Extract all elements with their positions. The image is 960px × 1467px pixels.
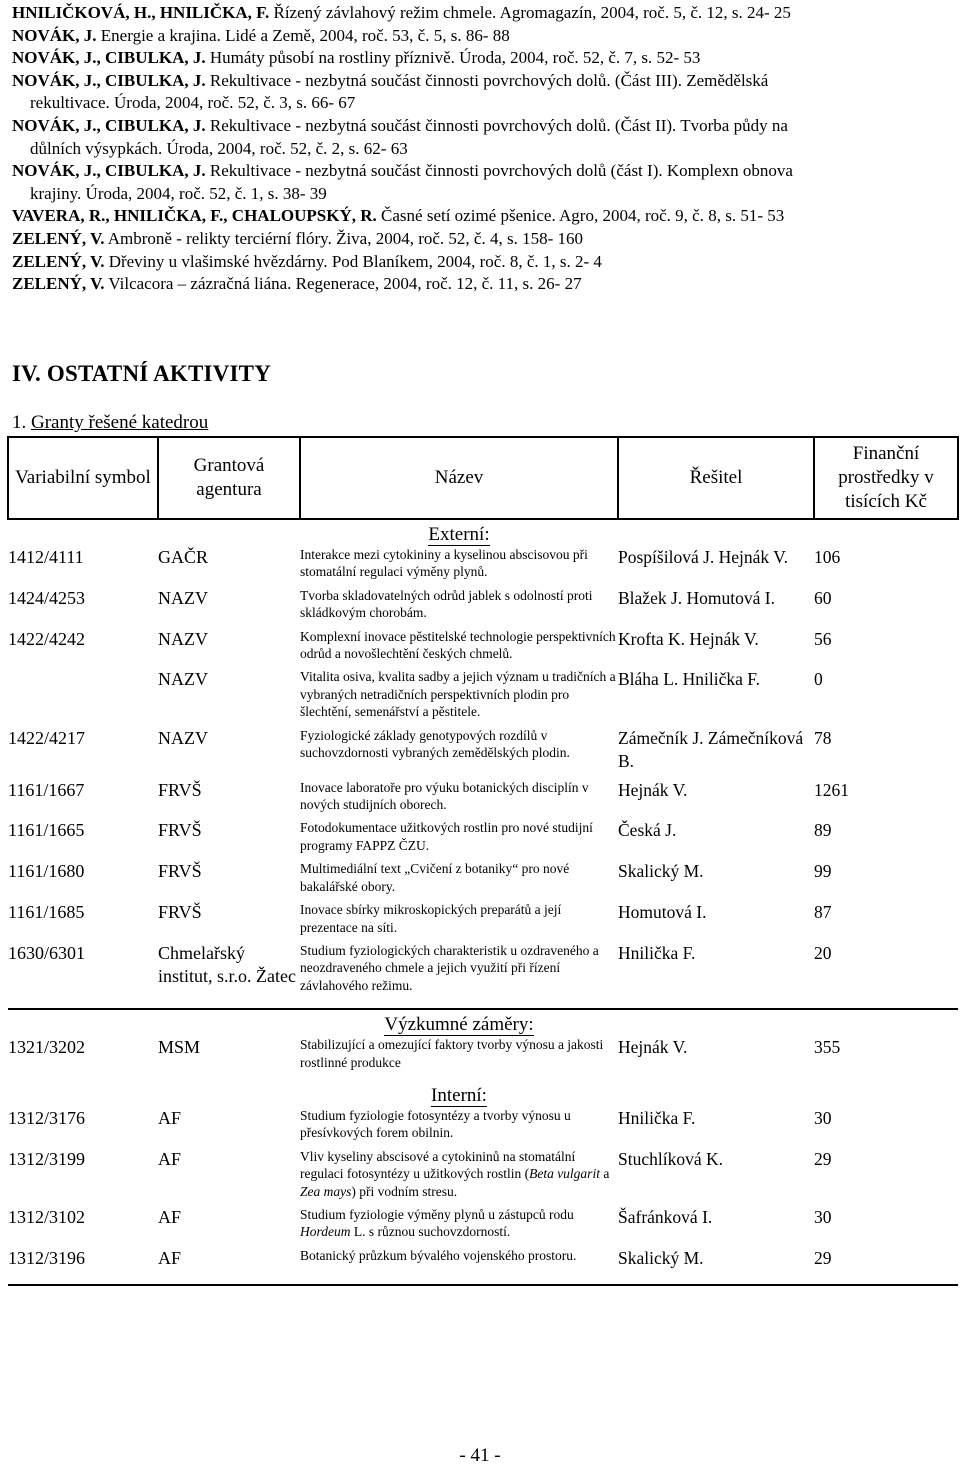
cell-agency: FRVŠ [158,902,202,923]
cell-agency: FRVŠ [158,861,202,882]
cell-variable-symbol: 1412/4111 [8,547,84,567]
cell-title: Inovace sbírky mikroskopických preparátů a její prezentace na síti. [300,902,562,935]
cell-title: Komplexní inovace pěstitelské technologie perspektivních odrůd a novošlechtění českých chmelů. [300,628,616,662]
cell-agency: GAČR [158,547,209,567]
cell-variable-symbol: 1424/4253 [8,587,86,608]
reference-continuation: rekultivace. Úroda, 2004, roč. 52, č. 3, s. 66- 67 [30,93,356,113]
reference-authors: ZELENÝ, V. [12,228,105,248]
reference-item [12,115,952,160]
cell-variable-symbol: 1161/1685 [8,902,85,923]
page-number: - 41 - [459,1445,501,1466]
reference-authors: VAVERA, R., HNILIČKA, F., CHALOUPSKÝ, R. [12,206,377,226]
cell-investigator: Hejnák V. [618,1037,688,1058]
cell-investigator: Blažek J. Homutová I. [618,587,775,608]
cell-funds: 355 [814,1037,841,1058]
table-row [8,779,958,820]
reference-authors: NOVÁK, J., CIBULKA, J. [12,48,206,68]
cell-agency: FRVŠ [158,820,202,841]
cell-agency: NAZV [158,587,208,608]
cell-agency: MSM [158,1037,201,1058]
cell-agency: AF [158,1148,182,1169]
title-genus-italic: Hordeum [300,1224,351,1240]
cell-investigator: Hnilička F. [618,942,814,1009]
header-investigator: Řešitel [618,437,814,519]
reference-text: Humáty působí na rostliny příznivě. Úroda, 2004, roč. 52, č. 7, s. 52- 53 [209,48,701,68]
cell-funds: 29 [814,1247,958,1285]
cell-variable-symbol: 1161/1680 [8,861,85,882]
cell-title: Studium fyziologických charakteristik u ozdraveného a neozdraveného chmele a jejich využití při řízení závlahového režimu. [300,942,618,1009]
section-title: IV. OSTATNÍ AKTIVITY [12,361,271,386]
cell-funds: 30 [814,1206,832,1227]
reference-item [12,273,952,296]
cell-investigator: Hejnák V. [618,779,688,800]
cell-variable-symbol: 1161/1665 [8,820,85,841]
cell-title [300,1206,618,1247]
cell-funds: 78 [814,727,832,748]
cell-funds: 1261 [814,779,849,800]
cell-agency: NAZV [158,669,208,690]
subsection-number: 1. [12,412,27,433]
cell-investigator: Homutová I. [618,902,707,923]
group-heading-research-plans [8,1009,958,1036]
table-header-row [8,437,958,519]
cell-title: Tvorba skladovatelných odrůd jablek s odolností proti skládkovým chorobám. [300,587,593,621]
table-row [8,819,958,860]
cell-variable-symbol: 1312/3102 [8,1206,86,1227]
title-text: Vliv kyseliny abscisové a cytokininů na stomatální regulaci fotosyntézy u užitkových rostlin ( [300,1148,576,1182]
reference-authors: NOVÁK, J. [12,25,97,45]
reference-text: Rekultivace - nezbytná součást činnosti povrchových dolů. (Část III). Zemědělská [209,70,769,90]
reference-item [12,25,952,48]
table-row [8,668,958,726]
header-agency: Grantová agentura [158,437,300,519]
cell-agency: AF [158,1247,300,1285]
table-row [8,860,958,901]
table-row [8,546,958,587]
reference-text: Energie a krajina. Lidé a Země, 2004, roč. 53, č. 5, s. 86- 88 [100,25,510,45]
cell-agency: NAZV [158,727,208,748]
cell-variable-symbol: 1312/3176 [8,1107,86,1128]
reference-text: Rekultivace - nezbytná součást činnosti povrchových dolů. (Část II). Tvorba půdy na [209,115,788,135]
reference-authors: ZELENÝ, V. [12,274,105,294]
reference-authors: HNILIČKOVÁ, H., HNILIČKA, F. [12,3,270,22]
cell-investigator: Pospíšilová J. Hejnák V. [618,547,788,567]
cell-funds: 99 [814,861,832,882]
header-funds: Finanční prostředky v tisících Kč [814,437,958,519]
header-title: Název [300,437,618,519]
reference-continuation: důlních výsypkách. Úroda, 2004, roč. 52, č. 2, s. 62- 63 [30,138,408,158]
cell-investigator: Krofta K. Hejnák V. [618,628,759,649]
cell-funds: 0 [814,669,823,690]
table-row [8,1206,958,1247]
cell-agency: NAZV [158,628,208,649]
cell-title [300,1148,618,1206]
cell-variable-symbol: 1321/3202 [8,1037,86,1058]
cell-title: Studium fyziologie fotosyntézy a tvorby výnosu u přesívkových forem obilnin. [300,1107,571,1141]
cell-title: Multimediální text „Cvičení z botaniky“ pro nové bakalářské obory. [300,861,570,894]
cell-investigator: Skalický M. [618,1247,814,1285]
cell-title: Inovace laboratoře pro výuku botanických disciplín v nových studijních oborech. [300,779,589,813]
header-variable-symbol: Variabilní symbol [8,437,158,519]
table-row [8,1247,958,1285]
title-text: Studium fyziologie výměny plynů u zástupců rodu [300,1206,574,1222]
title-species-italic: Beta vulgarit [529,1166,600,1182]
table-row [8,727,958,779]
reference-text: Řízený závlahový režim chmele. Agromagazín, 2004, roč. 5, č. 12, s. 24- 25 [273,3,791,22]
cell-funds: 87 [814,902,832,923]
cell-variable-symbol: 1422/4242 [8,628,86,649]
subsection-title [12,411,208,435]
cell-variable-symbol: 1630/6301 [8,942,158,1009]
cell-title: Stabilizující a omezující faktory tvorby výnosu a jakosti rostlinné produkce [300,1037,604,1070]
reference-item [12,160,952,205]
grants-table [7,436,959,1286]
reference-text: Časné setí ozimé pšenice. Agro, 2004, roč. 9, č. 8, s. 51- 53 [381,206,785,226]
group-label: Interní: [431,1084,487,1106]
cell-variable-symbol: 1161/1667 [8,779,85,800]
reference-item [12,70,952,115]
group-label: Externí: [428,524,490,545]
cell-agency: Chmelařský institut, s.r.o. Žatec [158,942,300,1009]
title-text: a [599,1166,610,1182]
cell-investigator: Česká J. [618,820,677,841]
table-row [8,901,958,942]
cell-funds: 20 [814,942,958,1009]
cell-agency: AF [158,1206,182,1227]
cell-variable-symbol: 1312/3196 [8,1247,158,1285]
reference-authors: NOVÁK, J., CIBULKA, J. [12,161,206,181]
title-text: L. s různou suchovzdorností. [350,1224,511,1240]
cell-agency: FRVŠ [158,779,202,800]
title-text: ) při vodním stresu. [351,1183,458,1199]
title-species-italic: Zea mays [300,1183,352,1199]
reference-text: Ambroně - relikty terciérní flóry. Živa, 2004, roč. 52, č. 4, s. 158- 160 [107,228,583,248]
reference-authors: NOVÁK, J., CIBULKA, J. [12,70,206,90]
cell-title: Fyziologické základy genotypových rozdílů v suchovzdornosti vybraných zemědělských plodin. [300,727,570,761]
cell-funds: 89 [814,820,832,841]
cell-investigator: Stuchlíková K. [618,1148,723,1169]
reference-item [12,205,952,228]
cell-investigator: Hnilička F. [618,1107,696,1128]
cell-title: Fotodokumentace užitkových rostlin pro nové studijní programy FAPPZ ČZU. [300,820,593,853]
cell-agency: AF [158,1107,182,1128]
reference-item [12,2,952,25]
group-heading-external [8,519,958,546]
reference-item [12,251,952,274]
cell-investigator: Skalický M. [618,861,704,882]
subsection-label: Granty řešené katedrou [31,412,209,433]
group-label: Výzkumné záměry: [384,1014,534,1036]
cell-title: Interakce mezi cytokininy a kyselinou abscisovou při stomatální regulaci výměny plynů. [300,547,588,580]
cell-funds: 60 [814,587,832,608]
cell-title: Vitalita osiva, kvalita sadby a jejich význam u tradičních a vybraných netradičních perspektivních plodin pro šlechtění, semenářství a pěstitele. [300,669,616,720]
table-row [8,1107,958,1148]
cell-variable-symbol: 1422/4217 [8,727,86,748]
cell-funds: 30 [814,1107,832,1128]
table-row [8,587,958,628]
table-row [8,628,958,669]
reference-item [12,47,952,70]
cell-investigator: Zámečník J. Zámečníková B. [618,727,804,771]
cell-title: Botanický průzkum bývalého vojenského prostoru. [300,1247,618,1285]
cell-funds: 29 [814,1148,832,1169]
table-row [8,1036,958,1085]
reference-authors: NOVÁK, J., CIBULKA, J. [12,115,206,135]
table-row [8,942,958,1009]
cell-variable-symbol: 1312/3199 [8,1148,86,1169]
cell-funds: 56 [814,628,832,649]
reference-text: Dřeviny u vlašimské hvězdárny. Pod Blaníkem, 2004, roč. 8, č. 1, s. 2- 4 [108,251,602,271]
reference-item [12,228,952,251]
table-row [8,1148,958,1206]
cell-variable-symbol [8,668,158,726]
cell-investigator: Bláha L. Hnilička F. [618,669,760,690]
reference-text: Vilcacora – zázračná liána. Regenerace, 2004, roč. 12, č. 11, s. 26- 27 [108,274,582,294]
reference-text: Rekultivace - nezbytná součást činnosti povrchových dolů (část I). Komplexn obnova [209,161,793,181]
group-heading-internal [8,1085,958,1107]
reference-continuation: krajiny. Úroda, 2004, roč. 52, č. 1, s. 38- 39 [30,183,327,203]
reference-authors: ZELENÝ, V. [12,251,105,271]
cell-funds: 106 [814,547,841,567]
cell-investigator: Šafránková I. [618,1206,713,1227]
reference-list [12,2,952,296]
